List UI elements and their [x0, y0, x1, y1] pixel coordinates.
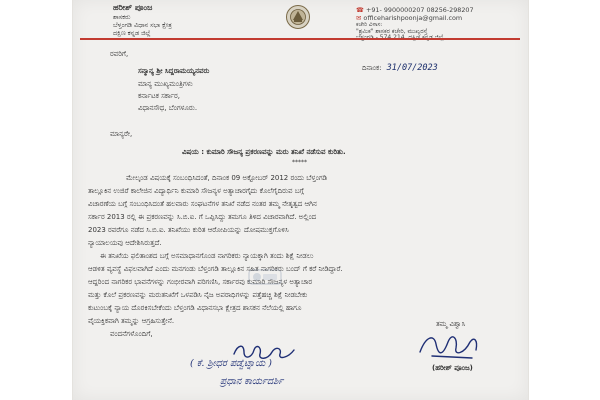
salutation: ಮಾನ್ಯರೇ,	[110, 130, 133, 138]
body-line: ತಾಲ್ಲೂಕಿನ ಉಜಿರೆ ಕಾಲೇಜಿನ ವಿದ್ಯಾರ್ಥಿನಿ ಕುಮಾರಿ ಸೌಜನ್ಯಳ ಅತ್ಯಾಚಾರಗೈದು ಕೊಲೆಗೈದಿರುವ ಬಗ್ಗೆ	[88, 187, 304, 195]
date-value: 31/07/2023	[386, 63, 438, 73]
phone-icon: ☎	[356, 6, 364, 14]
letterhead-office-line1: "ಶ್ರಮಿಕ" ಶಾಸಕರ ಕಚೇರಿ, ಮುಖ್ಯರಸ್ತೆ	[356, 28, 428, 35]
letterhead-office-label: ಕಚೇರಿ ವಿಳಾಸ:	[356, 22, 383, 28]
date-label: ದಿನಾಂಕ:	[362, 64, 382, 72]
body-line: ಆದ್ದರಿಂದ ನಾಗರಿಕರ ಭಾವನೆಗಳನ್ನು ಗಂಭೀರವಾಗಿ ಪರಿಗಣಿಸಿ, ಸರ್ಕಾರವು ಕುಮಾರಿ ಸೌಜನ್ಯಳ ಅತ್ಯಾಚಾರ	[88, 278, 313, 286]
subject-divider: *****	[292, 159, 307, 166]
body-line: ನ್ಯಾಯಾಲಯವು ಆದೇಶಿಸಿರುತ್ತದೆ.	[88, 239, 162, 247]
signoff-name: (ಹರೀಶ್ ಪೂಂಜ)	[432, 364, 473, 372]
handwritten-designation: ಪ್ರಧಾನ ಕಾರ್ಯದರ್ಶಿ	[220, 376, 284, 387]
body-line: 2023 ರವರೆಗೂ ನಡೆದ ಸಿ.ಬಿ.ಐ. ತನಿಖೆಯು ಕುರಿತ ಆರೋಪಿಯನ್ನು ದೋಷಮುಕ್ತಗೊಳಿಸಿ	[88, 226, 289, 234]
mail-icon: ✉	[356, 14, 362, 22]
body-line: ಈ ತನಿಖೆಯ ಫಲಿತಾಂಶದ ಬಗ್ಗೆ ಅಸಮಾಧಾನಗೊಂಡ ನಾಗರಿಕರು ನ್ಯಾಯಕ್ಕಾಗಿ ತಂದು ಶಿಕ್ಷೆ ನೀಡಲು	[100, 252, 314, 260]
recipient-line2: ಮಾನ್ಯ ಮುಖ್ಯಮಂತ್ರಿಗಳು	[138, 80, 193, 88]
recipient-line1: ಸನ್ಮಾನ್ಯ ಶ್ರೀ ಸಿದ್ದರಾಮಯ್ಯನವರು	[138, 67, 210, 75]
letterhead-title: ಶಾಸಕರು	[113, 13, 131, 21]
watermark-logo-icon	[248, 268, 282, 286]
handwritten-name: ( ಕೆ. ಶ್ರೀಧರ ಪಡ್ವೆಟ್ನಾಯ )	[190, 358, 272, 369]
body-line: ವೈಯಕ್ತಿಕವಾಗಿ ತಮ್ಮನ್ನು ಆಗ್ರಹಿಸುತ್ತೇನೆ.	[88, 317, 175, 325]
date-block	[362, 55, 438, 74]
recipient-line4: ವಿಧಾನಸೌಧ, ಬೆಂಗಳೂರು.	[138, 104, 198, 112]
signoff-label: ತಮ್ಮ ವಿಶ್ವಾಸಿ	[436, 320, 466, 328]
body-line: ಮೇಲ್ಕಂಡ ವಿಷಯಕ್ಕೆ ಸಂಬಂಧಿಸಿದಂತೆ, ದಿನಾಂಕ 09 ಅಕ್ಟೋಬರ್ 2012 ರಂದು ಬೆಳ್ತಂಗಡಿ	[126, 174, 328, 182]
body-line: ಮತ್ತು ಕೊಲೆ ಪ್ರಕರಣವನ್ನು ಮರುತನಿಖೆಗೆ ಒಳಪಡಿಸಿ ನೈಜ ಅಪರಾಧಿಗಳನ್ನು ಪತ್ತೆಹಚ್ಚಿ ಶಿಕ್ಷೆ ನೀಡಬೇಕು	[88, 291, 308, 299]
subject-line: ವಿಷಯ : ಕುಮಾರಿ ಸೌಜನ್ಯ ಪ್ರಕರಣವನ್ನು ಮರು ತನಿಖೆ ನಡೆಸುವ ಕುರಿತು.	[182, 148, 346, 156]
letterhead-name: ಹರೀಶ್ ಪೂಂಜ	[113, 3, 153, 12]
mla-signature	[412, 328, 492, 364]
closing: ವಂದನೆಗಳೊಂದಿಗೆ,	[110, 330, 153, 338]
body-line: ಕುಟುಂಬಕ್ಕೆ ನ್ಯಾಯ ದೊರಕಿಸಬೇಕೆಂದು ಬೆಳ್ತಂಗಡಿ ವಿಧಾನಸಭಾ ಕ್ಷೇತ್ರದ ಶಾಸಕನ ನೆಲೆಯಲ್ಲಿ ಹಾಗೂ	[88, 304, 302, 312]
recipient-to-label: ರವರಿಗೆ,	[110, 50, 129, 58]
letterhead-email: ✉ officeharishpoonja@gmail.com	[356, 14, 463, 22]
letterhead-constituency: ಬೆಳ್ತಂಗಡಿ ವಿಧಾನ ಸಭಾ ಕ್ಷೇತ್ರ	[113, 21, 172, 29]
government-emblem-icon	[285, 4, 311, 30]
letterhead-district: ದಕ್ಷಿಣ ಕನ್ನಡ ಜಿಲ್ಲೆ	[113, 29, 151, 37]
body-line: ಸರ್ಕಾರ 2013 ರಲ್ಲಿ ಈ ಪ್ರಕರಣವನ್ನು ಸಿ.ಬಿ.ಐ. ಗೆ ಒಪ್ಪಿಸಿದ್ದು ತಮಗೂ ತಿಳಿದ ವಿಚಾರವಾಗಿದೆ. ಅಲ್ಲಿಂದ	[88, 213, 317, 221]
letterhead-phone: ☎ +91- 9900000207 08256-298207	[356, 6, 474, 14]
body-line: ಆಡಳಿತ ವ್ಯವಸ್ಥೆ ವಿಫಲವಾಗಿದೆ ಎಂದು ಮನಗಂಡು ಬೆಳ್ತಂಗಡಿ ತಾಲ್ಲೂಕಿನ ಸಹಿತ ನಾಗರಿಕರು ಬಂದ್ ಗೆ ಕರೆ ನೀಡಿದ್ದಾರೆ.	[88, 265, 343, 273]
letterhead-divider	[80, 38, 520, 40]
body-line: ವಿಚಾರಣೆಯ ಬಗ್ಗೆ ಸಂಬಂಧಿಸಿದಂತೆ ಹಲವಾರು ಸಂಘಟನೆಗಳ ತನಿಖೆ ನಡೆದ ನಂತರ ತಮ್ಮ ನೇತೃತ್ವದ ಆಗಿನ	[88, 200, 317, 208]
recipient-line3: ಕರ್ನಾಟಕ ಸರ್ಕಾರ,	[138, 92, 180, 100]
